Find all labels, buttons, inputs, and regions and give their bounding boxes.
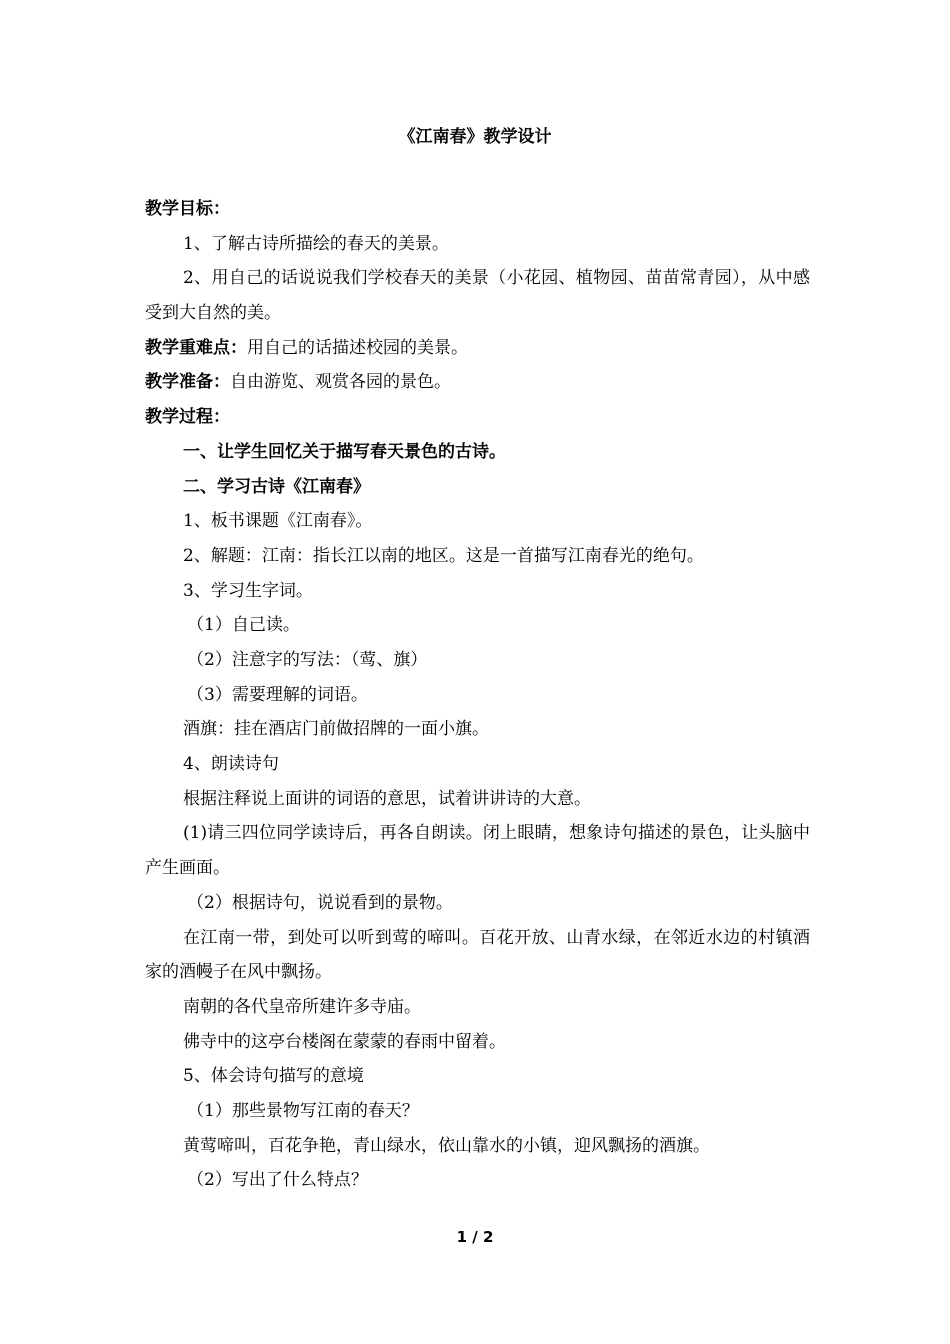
page-number: 1 / 2 [456, 1228, 494, 1246]
preparation-label: 教学准备： [145, 372, 230, 393]
item-4-text: 根据注释说上面讲的词语的意思，试着讲讲诗的大意。 [183, 788, 591, 809]
key-points [145, 331, 810, 366]
preparation-text: 自由游览、观赏各园的景色。 [230, 372, 451, 393]
item-4-desc-3: 佛寺中的这亭台楼阁在蒙蒙的春雨中留着。 [183, 1031, 506, 1052]
preparation [145, 365, 810, 400]
document-title: 《江南春》教学设计 [398, 127, 552, 147]
item-3-1: （1）自己读。 [187, 615, 300, 636]
item-4-desc-2: 南朝的各代皇帝所建许多寺庙。 [183, 996, 421, 1017]
item-2: 2、解题：江南：指长江以南的地区。这是一首描写江南春光的绝句。 [183, 545, 704, 566]
item-5-1: （1）那些景物写江南的春天？ [187, 1100, 419, 1121]
item-4-1: (1)请三四位同学读诗后，再各自朗读。闭上眼睛，想象诗句描述的景色，让头脑中产生画面。 [145, 823, 810, 879]
process-heading: 教学过程： [145, 407, 230, 428]
item-1: 1、板书课题《江南春》。 [183, 511, 373, 532]
key-points-text: 用自己的话描述校园的美景。 [247, 337, 468, 358]
objective-1: 1、了解古诗所描绘的春天的美景。 [183, 233, 449, 254]
item-5: 5、体会诗句描写的意境 [183, 1066, 364, 1087]
objective-2 [145, 261, 810, 330]
step-1: 一、让学生回忆关于描写春天景色的古诗。 [183, 441, 506, 462]
item-3-note: 酒旗：挂在酒店门前做招牌的一面小旗。 [183, 719, 489, 740]
step-2: 二、学习古诗《江南春》 [183, 476, 370, 497]
item-3-2: （2）注意字的写法：（莺、旗） [187, 649, 428, 670]
item-4: 4、朗读诗句 [183, 754, 279, 775]
item-3-3: （3）需要理解的词语。 [187, 684, 368, 705]
item-4-desc-1: 在江南一带，到处可以听到莺的啼叫。百花开放、山青水绿，在邻近水边的村镇酒家的酒幔子在风中飘扬。 [145, 927, 810, 983]
objectives-heading: 教学目标： [145, 199, 230, 219]
item-5-1-answer: 黄莺啼叫，百花争艳，青山绿水，依山靠水的小镇，迎风飘扬的酒旗。 [183, 1135, 710, 1156]
item-3: 3、学习生字词。 [183, 580, 313, 601]
objective-2-text: 2、用自己的话说说我们学校春天的美景（小花园、植物园、苗苗常青园），从中感受到大自然的美。 [145, 268, 810, 324]
key-points-label: 教学重难点： [145, 337, 247, 358]
item-4-2: （2）根据诗句，说说看到的景物。 [187, 892, 453, 913]
document-body [145, 192, 810, 1198]
item-5-2: （2）写出了什么特点？ [187, 1170, 368, 1191]
